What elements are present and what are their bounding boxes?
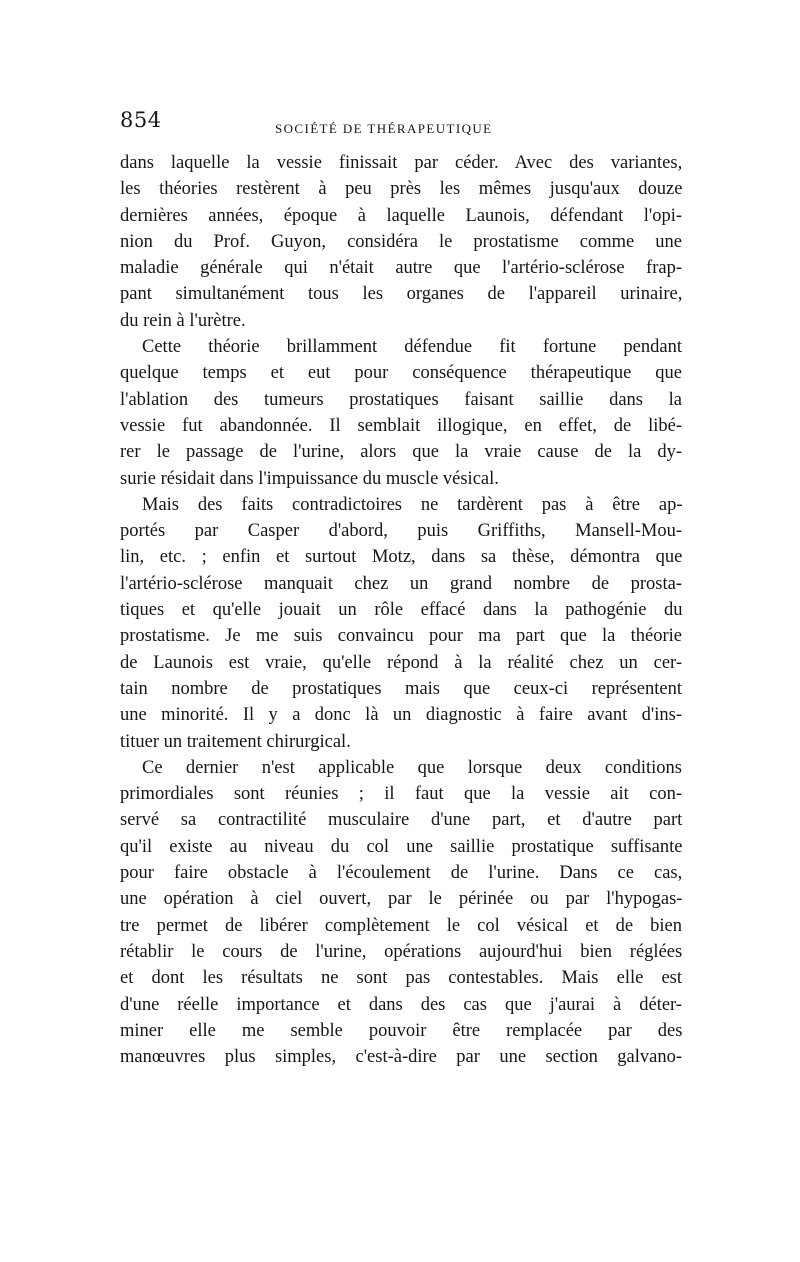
text-line: maladie générale qui n'était autre que l'artério-sclérose frap-: [120, 258, 682, 279]
text-line: rétablir le cours de l'urine, opérations aujourd'hui bien réglées: [120, 941, 683, 962]
text-line: une opération à ciel ouvert, par le périnée ou par l'hypogas-: [120, 889, 683, 910]
text-line: tre permet de libérer complètement le col vésical et de bien: [120, 915, 682, 936]
text-line: primordiales sont réunies ; il faut que la vessie ait con-: [120, 784, 682, 805]
text-line: dans laquelle la vessie finissait par céder. Avec des variantes,: [120, 153, 683, 173]
text-line: servé sa contractilité musculaire d'une part, et d'autre part: [120, 810, 683, 831]
running-title: SOCIÉTÉ DE THÉRAPEUTIQUE: [275, 121, 493, 136]
text-line: d'une réelle importance et dans des cas que j'aurai à déter-: [120, 994, 682, 1015]
body-text: [120, 150, 682, 1070]
paragraph-3: [120, 492, 682, 755]
text-line: Mais des faits contradictoires ne tardèrent pas à être ap-: [142, 494, 683, 515]
text-line: du rein à l'urètre.: [120, 310, 246, 331]
page-number: 854: [120, 108, 162, 132]
book-page: [120, 108, 682, 1070]
text-line: qu'il existe au niveau du col une saillie prostatique suffisante: [120, 836, 683, 857]
text-line: prostatisme. Je me suis convaincu pour ma part que la théorie: [120, 626, 682, 647]
text-line: Cette théorie brillamment défendue fit fortune pendant: [142, 337, 682, 358]
text-line: pant simultanément tous les organes de l'appareil urinaire,: [120, 284, 683, 305]
text-line: pour faire obstacle à l'écoulement de l'urine. Dans ce cas,: [120, 863, 683, 884]
text-line: de Launois est vraie, qu'elle répond à la réalité chez un cer-: [120, 652, 682, 673]
text-line: tituer un traitement chirurgical.: [120, 731, 351, 752]
text-line: l'ablation des tumeurs prostatiques faisant saillie dans la: [120, 389, 682, 410]
paragraph-2: [120, 334, 682, 492]
text-line: lin, etc. ; enfin et surtout Motz, dans sa thèse, démontra que: [120, 547, 683, 568]
text-line: manœuvres plus simples, c'est-à-dire par une section galvano-: [120, 1047, 682, 1068]
text-line: tain nombre de prostatiques mais que ceux-ci représentent: [120, 678, 682, 699]
paragraph-1: [120, 150, 682, 334]
text-line: rer le passage de l'urine, alors que la vraie cause de la dy-: [120, 442, 683, 463]
text-line: une minorité. Il y a donc là un diagnostic à faire avant d'ins-: [120, 705, 682, 726]
text-line: quelque temps et eut pour conséquence thérapeutique que: [120, 363, 682, 384]
text-line: et dont les résultats ne sont pas contestables. Mais elle est: [120, 968, 682, 989]
text-line: l'artério-sclérose manquait chez un grand nombre de prosta-: [120, 573, 682, 594]
paragraph-4: [120, 755, 682, 1071]
text-line: miner elle me semble pouvoir être remplacée par des: [120, 1020, 683, 1041]
text-line: portés par Casper d'abord, puis Griffiths, Mansell-Mou-: [120, 521, 682, 542]
text-line: surie résidait dans l'impuissance du muscle vésical.: [120, 468, 499, 489]
text-line: dernières années, époque à laquelle Launois, défendant l'opi-: [120, 205, 682, 226]
text-line: nion du Prof. Guyon, considéra le prostatisme comme une: [120, 231, 682, 252]
text-line: Ce dernier n'est applicable que lorsque deux conditions: [142, 757, 682, 778]
text-line: les théories restèrent à peu près les mêmes jusqu'aux douze: [120, 179, 683, 200]
text-line: vessie fut abandonnée. Il semblait illogique, en effet, de libé-: [120, 415, 682, 436]
text-line: tiques et qu'elle jouait un rôle effacé dans la pathogénie du: [120, 600, 683, 621]
page-header: [120, 108, 682, 138]
